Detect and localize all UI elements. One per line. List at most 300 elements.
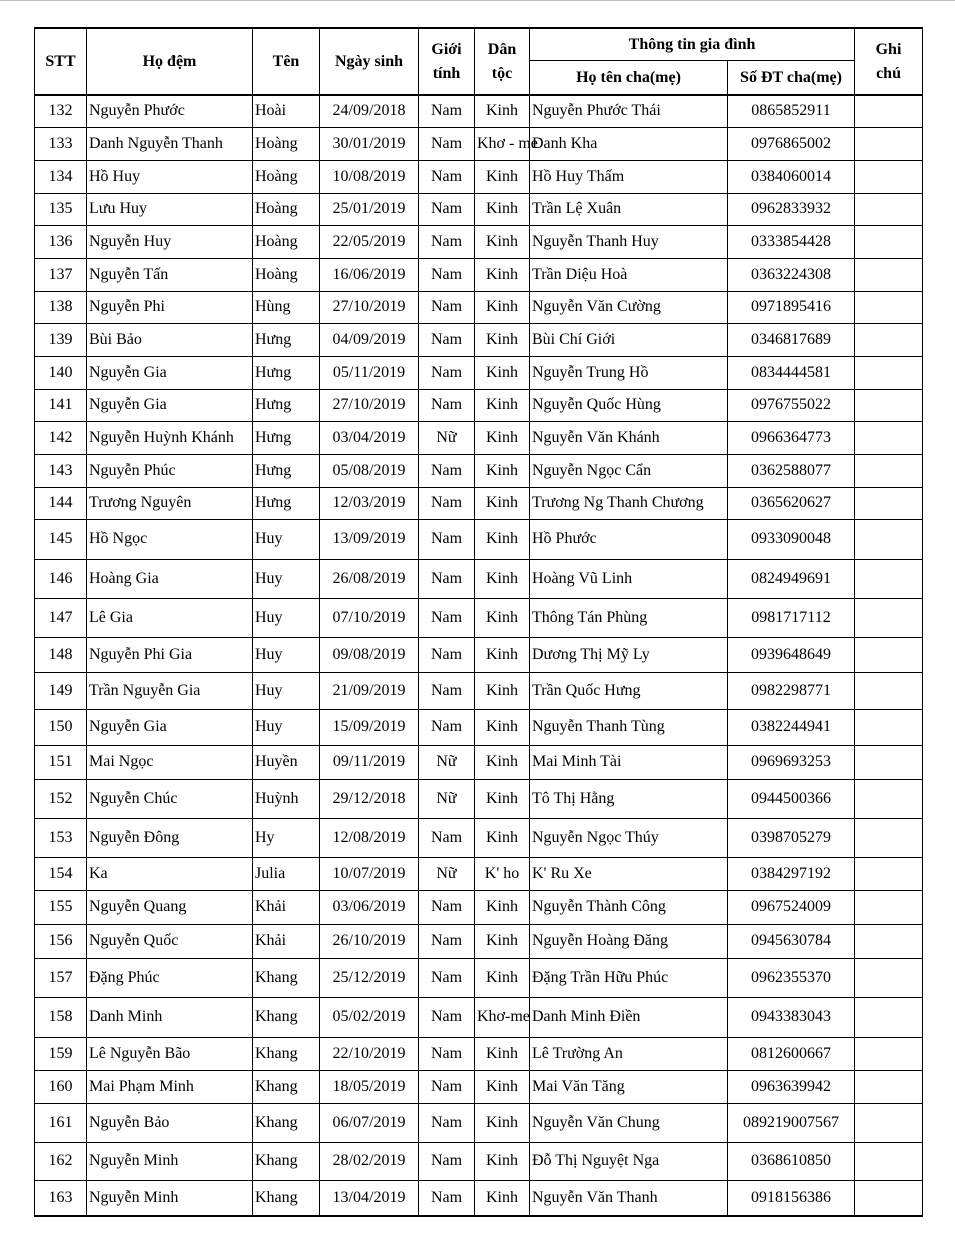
cell-ho-ten-cha-me: Nguyễn Ngọc Thúy xyxy=(530,818,728,857)
cell-gioi-tinh: Nam xyxy=(419,672,475,709)
cell-ghi-chu xyxy=(855,95,923,127)
cell-gioi-tinh: Nam xyxy=(419,709,475,745)
cell-so-dt: 0976755022 xyxy=(728,389,855,421)
cell-gioi-tinh: Nam xyxy=(419,519,475,559)
cell-ho-dem: Nguyễn Đông xyxy=(87,818,253,857)
header-thong-tin-gia-dinh: Thông tin gia đình xyxy=(530,28,855,61)
cell-gioi-tinh: Nam xyxy=(419,1180,475,1216)
cell-gioi-tinh: Nam xyxy=(419,1037,475,1070)
cell-ghi-chu xyxy=(855,1037,923,1070)
cell-gioi-tinh: Nam xyxy=(419,559,475,598)
cell-gioi-tinh: Nam xyxy=(419,1142,475,1180)
cell-so-dt: 0939648649 xyxy=(728,637,855,672)
cell-ghi-chu xyxy=(855,818,923,857)
header-ten: Tên xyxy=(253,28,320,95)
cell-ngay-sinh: 03/06/2019 xyxy=(320,890,419,924)
cell-ngay-sinh: 09/11/2019 xyxy=(320,745,419,779)
cell-stt: 153 xyxy=(35,818,87,857)
cell-ho-dem: Nguyễn Gia xyxy=(87,356,253,389)
cell-dan-toc: Kinh xyxy=(475,519,530,559)
cell-ho-dem: Trương Nguyên xyxy=(87,487,253,519)
cell-stt: 134 xyxy=(35,160,87,193)
cell-dan-toc: Kinh xyxy=(475,1070,530,1103)
cell-ngay-sinh: 26/08/2019 xyxy=(320,559,419,598)
table-row xyxy=(35,1180,923,1216)
cell-ho-dem: Mai Ngọc xyxy=(87,745,253,779)
cell-stt: 142 xyxy=(35,421,87,454)
cell-ho-ten-cha-me: Bùi Chí Giới xyxy=(530,323,728,356)
cell-ten: Huy xyxy=(253,672,320,709)
cell-so-dt: 0966364773 xyxy=(728,421,855,454)
cell-ho-dem: Nguyễn Bảo xyxy=(87,1103,253,1142)
cell-gioi-tinh: Nam xyxy=(419,127,475,160)
header-gioi-tinh xyxy=(419,28,475,95)
cell-ngay-sinh: 05/08/2019 xyxy=(320,454,419,487)
cell-dan-toc: Kinh xyxy=(475,225,530,258)
cell-ghi-chu xyxy=(855,958,923,997)
cell-gioi-tinh: Nam xyxy=(419,1103,475,1142)
cell-gioi-tinh: Nữ xyxy=(419,421,475,454)
cell-ho-dem: Nguyễn Tấn xyxy=(87,258,253,291)
cell-ghi-chu xyxy=(855,559,923,598)
cell-stt: 155 xyxy=(35,890,87,924)
cell-ghi-chu xyxy=(855,598,923,637)
cell-gioi-tinh: Nam xyxy=(419,258,475,291)
cell-ten: Huy xyxy=(253,709,320,745)
cell-stt: 160 xyxy=(35,1070,87,1103)
cell-stt: 144 xyxy=(35,487,87,519)
cell-ten: Hùng xyxy=(253,291,320,323)
table-row xyxy=(35,559,923,598)
cell-ho-ten-cha-me: Nguyễn Hoàng Đăng xyxy=(530,924,728,958)
cell-ho-dem: Nguyễn Phi xyxy=(87,291,253,323)
cell-ghi-chu xyxy=(855,258,923,291)
table-row xyxy=(35,709,923,745)
cell-stt: 147 xyxy=(35,598,87,637)
cell-ghi-chu xyxy=(855,1180,923,1216)
cell-dan-toc: Kinh xyxy=(475,1180,530,1216)
cell-so-dt: 0398705279 xyxy=(728,818,855,857)
cell-so-dt: 0363224308 xyxy=(728,258,855,291)
cell-ho-dem: Hoàng Gia xyxy=(87,559,253,598)
cell-dan-toc: Kinh xyxy=(475,193,530,225)
cell-ngay-sinh: 05/02/2019 xyxy=(320,997,419,1037)
cell-ngay-sinh: 28/02/2019 xyxy=(320,1142,419,1180)
cell-so-dt: 0865852911 xyxy=(728,95,855,127)
cell-so-dt: 0962355370 xyxy=(728,958,855,997)
cell-ghi-chu xyxy=(855,890,923,924)
cell-dan-toc: Khơ - me xyxy=(475,127,530,160)
cell-ngay-sinh: 13/04/2019 xyxy=(320,1180,419,1216)
student-roster-table xyxy=(34,27,923,1217)
cell-ten: Hoàng xyxy=(253,225,320,258)
header-ho-dem: Họ đệm xyxy=(87,28,253,95)
cell-stt: 151 xyxy=(35,745,87,779)
cell-ho-ten-cha-me: K' Ru Xe xyxy=(530,857,728,890)
cell-ho-ten-cha-me: Nguyễn Thanh Huy xyxy=(530,225,728,258)
cell-ho-dem: Lê Gia xyxy=(87,598,253,637)
cell-ho-ten-cha-me: Nguyễn Trung Hồ xyxy=(530,356,728,389)
cell-ghi-chu xyxy=(855,323,923,356)
cell-ho-dem: Danh Minh xyxy=(87,997,253,1037)
cell-ten: Khang xyxy=(253,997,320,1037)
cell-stt: 143 xyxy=(35,454,87,487)
header-ghi-chu xyxy=(855,28,923,95)
cell-so-dt: 0346817689 xyxy=(728,323,855,356)
cell-so-dt: 0333854428 xyxy=(728,225,855,258)
cell-ho-ten-cha-me: Nguyễn Phước Thái xyxy=(530,95,728,127)
cell-dan-toc: Kinh xyxy=(475,672,530,709)
cell-ten: Khang xyxy=(253,1180,320,1216)
cell-ghi-chu xyxy=(855,487,923,519)
cell-ho-dem: Danh Nguyễn Thanh xyxy=(87,127,253,160)
cell-ten: Huy xyxy=(253,559,320,598)
cell-ngay-sinh: 04/09/2019 xyxy=(320,323,419,356)
cell-ho-ten-cha-me: Nguyễn Thanh Tùng xyxy=(530,709,728,745)
header-stt: STT xyxy=(35,28,87,95)
cell-so-dt: 0967524009 xyxy=(728,890,855,924)
cell-ghi-chu xyxy=(855,997,923,1037)
table-row xyxy=(35,291,923,323)
cell-gioi-tinh: Nam xyxy=(419,997,475,1037)
cell-ngay-sinh: 26/10/2019 xyxy=(320,924,419,958)
cell-ho-dem: Nguyễn Quang xyxy=(87,890,253,924)
cell-so-dt: 0362588077 xyxy=(728,454,855,487)
cell-ngay-sinh: 10/07/2019 xyxy=(320,857,419,890)
table-row xyxy=(35,924,923,958)
cell-dan-toc: Kinh xyxy=(475,745,530,779)
cell-ghi-chu xyxy=(855,745,923,779)
cell-ten: Hoài xyxy=(253,95,320,127)
cell-ho-ten-cha-me: Trần Diệu Hoà xyxy=(530,258,728,291)
cell-ho-ten-cha-me: Trần Lệ Xuân xyxy=(530,193,728,225)
cell-ngay-sinh: 15/09/2019 xyxy=(320,709,419,745)
cell-stt: 150 xyxy=(35,709,87,745)
cell-ho-dem: Nguyễn Minh xyxy=(87,1180,253,1216)
cell-ho-ten-cha-me: Danh Minh Điền xyxy=(530,997,728,1037)
cell-ngay-sinh: 18/05/2019 xyxy=(320,1070,419,1103)
cell-dan-toc: Kinh xyxy=(475,924,530,958)
table-row xyxy=(35,1103,923,1142)
cell-ghi-chu xyxy=(855,672,923,709)
cell-ho-ten-cha-me: Nguyễn Văn Thanh xyxy=(530,1180,728,1216)
cell-ghi-chu xyxy=(855,924,923,958)
cell-ghi-chu xyxy=(855,637,923,672)
cell-ten: Hưng xyxy=(253,356,320,389)
header-gioi-tinh-label: Giới tính xyxy=(431,41,462,82)
cell-so-dt: 089219007567 xyxy=(728,1103,855,1142)
cell-so-dt: 0962833932 xyxy=(728,193,855,225)
cell-dan-toc: Kinh xyxy=(475,421,530,454)
cell-ten: Hy xyxy=(253,818,320,857)
cell-ten: Khải xyxy=(253,890,320,924)
cell-stt: 149 xyxy=(35,672,87,709)
header-ngay-sinh: Ngày sinh xyxy=(320,28,419,95)
cell-stt: 148 xyxy=(35,637,87,672)
cell-ho-dem: Đặng Phúc xyxy=(87,958,253,997)
cell-ghi-chu xyxy=(855,193,923,225)
table-row xyxy=(35,160,923,193)
cell-ten: Hưng xyxy=(253,454,320,487)
header-dan-toc-label: Dân tộc xyxy=(487,41,517,82)
cell-so-dt: 0981717112 xyxy=(728,598,855,637)
cell-stt: 158 xyxy=(35,997,87,1037)
cell-ho-dem: Nguyễn Quốc xyxy=(87,924,253,958)
cell-gioi-tinh: Nam xyxy=(419,598,475,637)
table-body xyxy=(35,95,923,1216)
cell-ten: Khang xyxy=(253,1103,320,1142)
cell-dan-toc: Kinh xyxy=(475,598,530,637)
table-row xyxy=(35,193,923,225)
cell-stt: 146 xyxy=(35,559,87,598)
cell-so-dt: 0812600667 xyxy=(728,1037,855,1070)
cell-so-dt: 0982298771 xyxy=(728,672,855,709)
table-row xyxy=(35,637,923,672)
cell-ngay-sinh: 12/08/2019 xyxy=(320,818,419,857)
cell-ho-ten-cha-me: Trương Ng Thanh Chương xyxy=(530,487,728,519)
cell-dan-toc: Kinh xyxy=(475,356,530,389)
table-row xyxy=(35,745,923,779)
cell-ghi-chu xyxy=(855,857,923,890)
cell-gioi-tinh: Nam xyxy=(419,637,475,672)
cell-dan-toc: Kinh xyxy=(475,559,530,598)
header-ghi-chu-label: Ghi chú xyxy=(875,41,902,82)
cell-so-dt: 0969693253 xyxy=(728,745,855,779)
cell-dan-toc: Kinh xyxy=(475,958,530,997)
cell-ngay-sinh: 25/01/2019 xyxy=(320,193,419,225)
cell-ho-ten-cha-me: Nguyễn Quốc Hùng xyxy=(530,389,728,421)
cell-so-dt: 0918156386 xyxy=(728,1180,855,1216)
table-row xyxy=(35,598,923,637)
table-header xyxy=(35,28,923,95)
table-row xyxy=(35,997,923,1037)
cell-ghi-chu xyxy=(855,160,923,193)
cell-ten: Khang xyxy=(253,1142,320,1180)
cell-gioi-tinh: Nam xyxy=(419,1070,475,1103)
cell-ngay-sinh: 24/09/2018 xyxy=(320,95,419,127)
cell-ghi-chu xyxy=(855,421,923,454)
cell-stt: 161 xyxy=(35,1103,87,1142)
table-row xyxy=(35,356,923,389)
cell-ho-ten-cha-me: Hoàng Vũ Linh xyxy=(530,559,728,598)
cell-ten: Hoàng xyxy=(253,127,320,160)
cell-gioi-tinh: Nữ xyxy=(419,779,475,818)
cell-ho-dem: Hồ Huy xyxy=(87,160,253,193)
page-top-border xyxy=(0,0,955,1)
cell-dan-toc: K' ho xyxy=(475,857,530,890)
cell-ho-dem: Nguyễn Gia xyxy=(87,389,253,421)
cell-ten: Huỳnh xyxy=(253,779,320,818)
cell-stt: 157 xyxy=(35,958,87,997)
cell-stt: 136 xyxy=(35,225,87,258)
cell-ten: Huy xyxy=(253,637,320,672)
cell-ten: Hoàng xyxy=(253,193,320,225)
cell-ghi-chu xyxy=(855,127,923,160)
cell-ho-dem: Nguyễn Phúc xyxy=(87,454,253,487)
table-row xyxy=(35,672,923,709)
cell-so-dt: 0944500366 xyxy=(728,779,855,818)
cell-gioi-tinh: Nam xyxy=(419,890,475,924)
cell-gioi-tinh: Nam xyxy=(419,454,475,487)
cell-ngay-sinh: 09/08/2019 xyxy=(320,637,419,672)
cell-ho-ten-cha-me: Mai Minh Tài xyxy=(530,745,728,779)
cell-ten: Huy xyxy=(253,519,320,559)
cell-so-dt: 0943383043 xyxy=(728,997,855,1037)
cell-ho-ten-cha-me: Tô Thị Hằng xyxy=(530,779,728,818)
cell-gioi-tinh: Nam xyxy=(419,193,475,225)
cell-ghi-chu xyxy=(855,291,923,323)
table-row xyxy=(35,857,923,890)
cell-dan-toc: Kinh xyxy=(475,1142,530,1180)
cell-so-dt: 0933090048 xyxy=(728,519,855,559)
cell-ho-ten-cha-me: Mai Văn Tăng xyxy=(530,1070,728,1103)
cell-ho-dem: Nguyễn Phi Gia xyxy=(87,637,253,672)
cell-gioi-tinh: Nam xyxy=(419,160,475,193)
header-ho-ten-cha-me: Họ tên cha(mẹ) xyxy=(530,61,728,96)
table-row xyxy=(35,95,923,127)
table-row xyxy=(35,258,923,291)
cell-ho-ten-cha-me: Nguyễn Văn Khánh xyxy=(530,421,728,454)
cell-gioi-tinh: Nam xyxy=(419,95,475,127)
cell-ghi-chu xyxy=(855,1103,923,1142)
cell-stt: 138 xyxy=(35,291,87,323)
cell-dan-toc: Kinh xyxy=(475,818,530,857)
cell-gioi-tinh: Nam xyxy=(419,323,475,356)
cell-ngay-sinh: 22/10/2019 xyxy=(320,1037,419,1070)
cell-stt: 139 xyxy=(35,323,87,356)
cell-ngay-sinh: 07/10/2019 xyxy=(320,598,419,637)
cell-ngay-sinh: 25/12/2019 xyxy=(320,958,419,997)
cell-ngay-sinh: 05/11/2019 xyxy=(320,356,419,389)
cell-ho-ten-cha-me: Nguyễn Văn Chung xyxy=(530,1103,728,1142)
cell-ten: Hưng xyxy=(253,421,320,454)
cell-ho-dem: Lưu Huy xyxy=(87,193,253,225)
cell-ghi-chu xyxy=(855,709,923,745)
cell-ho-dem: Nguyễn Huy xyxy=(87,225,253,258)
cell-ho-dem: Nguyễn Huỳnh Khánh xyxy=(87,421,253,454)
cell-ghi-chu xyxy=(855,1070,923,1103)
cell-ho-dem: Mai Phạm Minh xyxy=(87,1070,253,1103)
table-row xyxy=(35,323,923,356)
cell-ngay-sinh: 06/07/2019 xyxy=(320,1103,419,1142)
cell-stt: 132 xyxy=(35,95,87,127)
cell-so-dt: 0963639942 xyxy=(728,1070,855,1103)
cell-so-dt: 0834444581 xyxy=(728,356,855,389)
cell-ngay-sinh: 13/09/2019 xyxy=(320,519,419,559)
cell-gioi-tinh: Nam xyxy=(419,291,475,323)
cell-so-dt: 0382244941 xyxy=(728,709,855,745)
cell-ten: Khang xyxy=(253,1070,320,1103)
table-row xyxy=(35,890,923,924)
cell-ten: Khải xyxy=(253,924,320,958)
cell-so-dt: 0384060014 xyxy=(728,160,855,193)
cell-dan-toc: Kinh xyxy=(475,709,530,745)
cell-dan-toc: Kinh xyxy=(475,454,530,487)
cell-gioi-tinh: Nam xyxy=(419,958,475,997)
table-row xyxy=(35,1070,923,1103)
table-row xyxy=(35,454,923,487)
cell-ghi-chu xyxy=(855,356,923,389)
cell-dan-toc: Khơ-me xyxy=(475,997,530,1037)
cell-gioi-tinh: Nam xyxy=(419,924,475,958)
cell-ghi-chu xyxy=(855,519,923,559)
cell-ho-ten-cha-me: Danh Kha xyxy=(530,127,728,160)
cell-stt: 156 xyxy=(35,924,87,958)
cell-ho-dem: Hồ Ngọc xyxy=(87,519,253,559)
cell-stt: 145 xyxy=(35,519,87,559)
cell-ngay-sinh: 27/10/2019 xyxy=(320,389,419,421)
cell-ghi-chu xyxy=(855,454,923,487)
cell-ghi-chu xyxy=(855,1142,923,1180)
cell-stt: 137 xyxy=(35,258,87,291)
cell-ho-ten-cha-me: Hồ Huy Thấm xyxy=(530,160,728,193)
cell-ho-ten-cha-me: Nguyễn Ngọc Cẩn xyxy=(530,454,728,487)
cell-ngay-sinh: 21/09/2019 xyxy=(320,672,419,709)
cell-dan-toc: Kinh xyxy=(475,323,530,356)
cell-so-dt: 0971895416 xyxy=(728,291,855,323)
cell-ten: Huy xyxy=(253,598,320,637)
cell-ghi-chu xyxy=(855,779,923,818)
cell-ho-dem: Ka xyxy=(87,857,253,890)
cell-ho-ten-cha-me: Đặng Trần Hữu Phúc xyxy=(530,958,728,997)
cell-ho-ten-cha-me: Dương Thị Mỹ Ly xyxy=(530,637,728,672)
cell-ten: Khang xyxy=(253,958,320,997)
cell-ho-dem: Bùi Bảo xyxy=(87,323,253,356)
cell-stt: 163 xyxy=(35,1180,87,1216)
cell-ngay-sinh: 30/01/2019 xyxy=(320,127,419,160)
header-so-dt: Số ĐT cha(mẹ) xyxy=(728,61,855,96)
table-row xyxy=(35,519,923,559)
cell-gioi-tinh: Nam xyxy=(419,389,475,421)
table-row xyxy=(35,389,923,421)
cell-gioi-tinh: Nữ xyxy=(419,745,475,779)
table-row xyxy=(35,127,923,160)
cell-ho-dem: Nguyễn Phước xyxy=(87,95,253,127)
cell-stt: 152 xyxy=(35,779,87,818)
cell-dan-toc: Kinh xyxy=(475,258,530,291)
cell-ten: Huyền xyxy=(253,745,320,779)
cell-ghi-chu xyxy=(855,389,923,421)
table-row xyxy=(35,1037,923,1070)
table-row xyxy=(35,958,923,997)
cell-gioi-tinh: Nam xyxy=(419,356,475,389)
cell-stt: 135 xyxy=(35,193,87,225)
table-row xyxy=(35,779,923,818)
cell-dan-toc: Kinh xyxy=(475,1037,530,1070)
cell-ngay-sinh: 27/10/2019 xyxy=(320,291,419,323)
cell-gioi-tinh: Nam xyxy=(419,487,475,519)
cell-stt: 140 xyxy=(35,356,87,389)
cell-dan-toc: Kinh xyxy=(475,1103,530,1142)
cell-ghi-chu xyxy=(855,225,923,258)
cell-stt: 141 xyxy=(35,389,87,421)
cell-ten: Hưng xyxy=(253,487,320,519)
cell-ngay-sinh: 12/03/2019 xyxy=(320,487,419,519)
header-dan-toc xyxy=(475,28,530,95)
table-row xyxy=(35,421,923,454)
cell-dan-toc: Kinh xyxy=(475,160,530,193)
cell-stt: 133 xyxy=(35,127,87,160)
cell-gioi-tinh: Nam xyxy=(419,818,475,857)
cell-dan-toc: Kinh xyxy=(475,779,530,818)
cell-ngay-sinh: 16/06/2019 xyxy=(320,258,419,291)
table-row xyxy=(35,1142,923,1180)
cell-dan-toc: Kinh xyxy=(475,637,530,672)
cell-gioi-tinh: Nam xyxy=(419,225,475,258)
table-row xyxy=(35,487,923,519)
cell-ngay-sinh: 22/05/2019 xyxy=(320,225,419,258)
cell-so-dt: 0368610850 xyxy=(728,1142,855,1180)
